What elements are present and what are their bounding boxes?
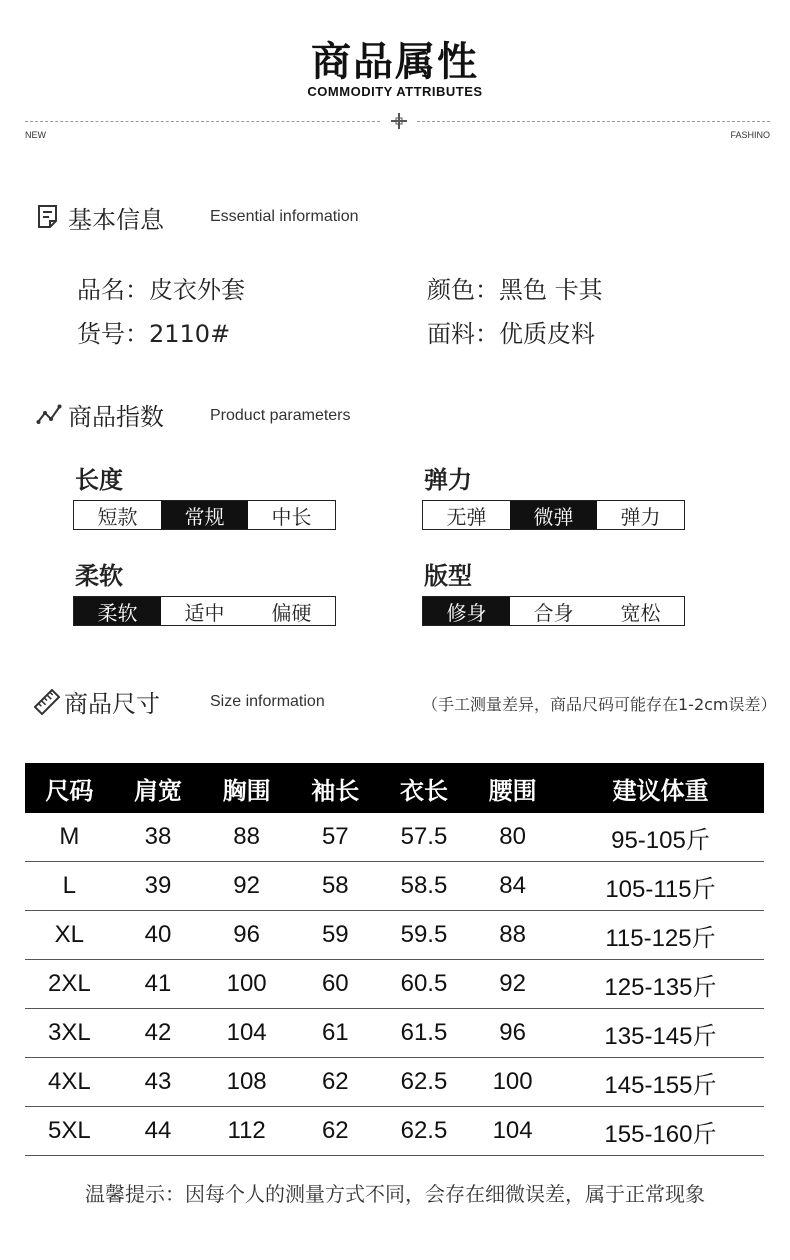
cross-ornament-icon <box>390 112 408 130</box>
param-scale-elasticity <box>422 500 685 530</box>
product-name: 品名：皮衣外套 <box>77 276 245 304</box>
header-length: 衣长 <box>380 763 469 813</box>
table-cell: L <box>25 862 114 911</box>
table-cell: M <box>25 813 114 862</box>
param-scale-fit <box>422 596 685 626</box>
table-cell: 62.5 <box>380 1107 469 1156</box>
table-cell: 58 <box>291 862 380 911</box>
param-label-length: 长度 <box>75 466 123 494</box>
table-cell: 95-105斤 <box>557 813 764 862</box>
table-cell: 88 <box>202 813 291 862</box>
table-cell: 115-125斤 <box>557 911 764 960</box>
table-cell: 43 <box>114 1058 203 1107</box>
table-cell: 80 <box>468 813 557 862</box>
table-cell: 125-135斤 <box>557 960 764 1009</box>
footer-note: 温馨提示：因每个人的测量方式不同，会存在细微误差，属于正常现象 <box>85 1182 705 1206</box>
table-cell: 104 <box>202 1009 291 1058</box>
table-cell: 155-160斤 <box>557 1107 764 1156</box>
table-cell: 100 <box>468 1058 557 1107</box>
table-row <box>25 960 764 1009</box>
table-cell: 96 <box>468 1009 557 1058</box>
param-option: 中长 <box>271 504 312 529</box>
table-cell: 39 <box>114 862 203 911</box>
table-cell: 60.5 <box>380 960 469 1009</box>
table-cell: 112 <box>202 1107 291 1156</box>
table-cell: 104 <box>468 1107 557 1156</box>
document-icon <box>36 203 62 229</box>
size-title-en: Size information <box>210 693 325 710</box>
table-cell: 61 <box>291 1009 380 1058</box>
table-cell: 40 <box>114 911 203 960</box>
header-sleeve: 袖长 <box>291 763 380 813</box>
table-cell: 57 <box>291 813 380 862</box>
param-option: 偏硬 <box>271 600 312 625</box>
param-scale-length <box>73 500 336 530</box>
header-chest: 胸围 <box>202 763 291 813</box>
table-cell: 38 <box>114 813 203 862</box>
table-cell: 41 <box>114 960 203 1009</box>
param-option: 修身 <box>423 597 510 625</box>
table-row <box>25 1107 764 1156</box>
param-option: 柔软 <box>74 597 161 625</box>
params-title-en: Product parameters <box>210 407 351 424</box>
table-row <box>25 862 764 911</box>
table-cell: 105-115斤 <box>557 862 764 911</box>
header-size: 尺码 <box>25 763 114 813</box>
basic-info-title-en: Essential information <box>210 208 359 225</box>
param-label-elasticity: 弹力 <box>424 466 472 494</box>
size-title: 商品尺寸 <box>64 690 160 718</box>
fashino-tag: FASHINO <box>730 130 770 140</box>
param-option: 无弹 <box>446 504 487 529</box>
table-cell: 59.5 <box>380 911 469 960</box>
param-label-fit: 版型 <box>424 562 472 590</box>
table-cell: 62 <box>291 1058 380 1107</box>
params-title: 商品指数 <box>68 403 164 431</box>
table-cell: 59 <box>291 911 380 960</box>
product-color: 颜色：黑色 卡其 <box>427 276 603 304</box>
table-cell: 88 <box>468 911 557 960</box>
table-cell: 42 <box>114 1009 203 1058</box>
trend-line-icon <box>36 402 62 428</box>
table-cell: 3XL <box>25 1009 114 1058</box>
product-fabric: 面料：优质皮料 <box>427 320 595 348</box>
table-cell: 58.5 <box>380 862 469 911</box>
table-row <box>25 1058 764 1107</box>
table-cell: 61.5 <box>380 1009 469 1058</box>
table-cell: 62 <box>291 1107 380 1156</box>
table-cell: XL <box>25 911 114 960</box>
table-cell: 145-155斤 <box>557 1058 764 1107</box>
table-cell: 96 <box>202 911 291 960</box>
param-scale-softness <box>73 596 336 626</box>
header-shoulder: 肩宽 <box>114 763 203 813</box>
table-cell: 4XL <box>25 1058 114 1107</box>
table-cell: 5XL <box>25 1107 114 1156</box>
param-option: 弹力 <box>620 504 661 529</box>
header-weight: 建议体重 <box>557 763 764 813</box>
page-subtitle: COMMODITY ATTRIBUTES <box>307 84 483 99</box>
size-table-header <box>25 763 764 813</box>
table-row <box>25 911 764 960</box>
item-number: 货号：2110# <box>77 320 231 348</box>
table-cell: 2XL <box>25 960 114 1009</box>
table-cell: 92 <box>202 862 291 911</box>
header-waist: 腰围 <box>468 763 557 813</box>
basic-info-title: 基本信息 <box>68 206 164 234</box>
param-option: 合身 <box>533 600 574 625</box>
table-cell: 84 <box>468 862 557 911</box>
param-option: 常规 <box>161 501 248 529</box>
table-cell: 57.5 <box>380 813 469 862</box>
table-cell: 92 <box>468 960 557 1009</box>
param-label-softness: 柔软 <box>75 562 123 590</box>
page-title: 商品属性 <box>311 39 479 85</box>
divider-right <box>417 121 770 122</box>
table-cell: 62.5 <box>380 1058 469 1107</box>
ruler-icon <box>34 689 60 715</box>
divider-left <box>25 121 380 122</box>
table-cell: 100 <box>202 960 291 1009</box>
table-row <box>25 813 764 862</box>
param-option: 微弹 <box>510 501 597 529</box>
table-cell: 108 <box>202 1058 291 1107</box>
size-note: （手工测量差异，商品尺码可能存在1-2cm误差） <box>422 695 777 714</box>
param-option: 短款 <box>97 504 138 529</box>
size-table <box>25 763 764 1156</box>
param-option: 宽松 <box>620 600 661 625</box>
new-tag: NEW <box>25 130 46 140</box>
table-cell: 60 <box>291 960 380 1009</box>
table-cell: 44 <box>114 1107 203 1156</box>
param-option: 适中 <box>184 600 225 625</box>
table-row <box>25 1009 764 1058</box>
table-cell: 135-145斤 <box>557 1009 764 1058</box>
